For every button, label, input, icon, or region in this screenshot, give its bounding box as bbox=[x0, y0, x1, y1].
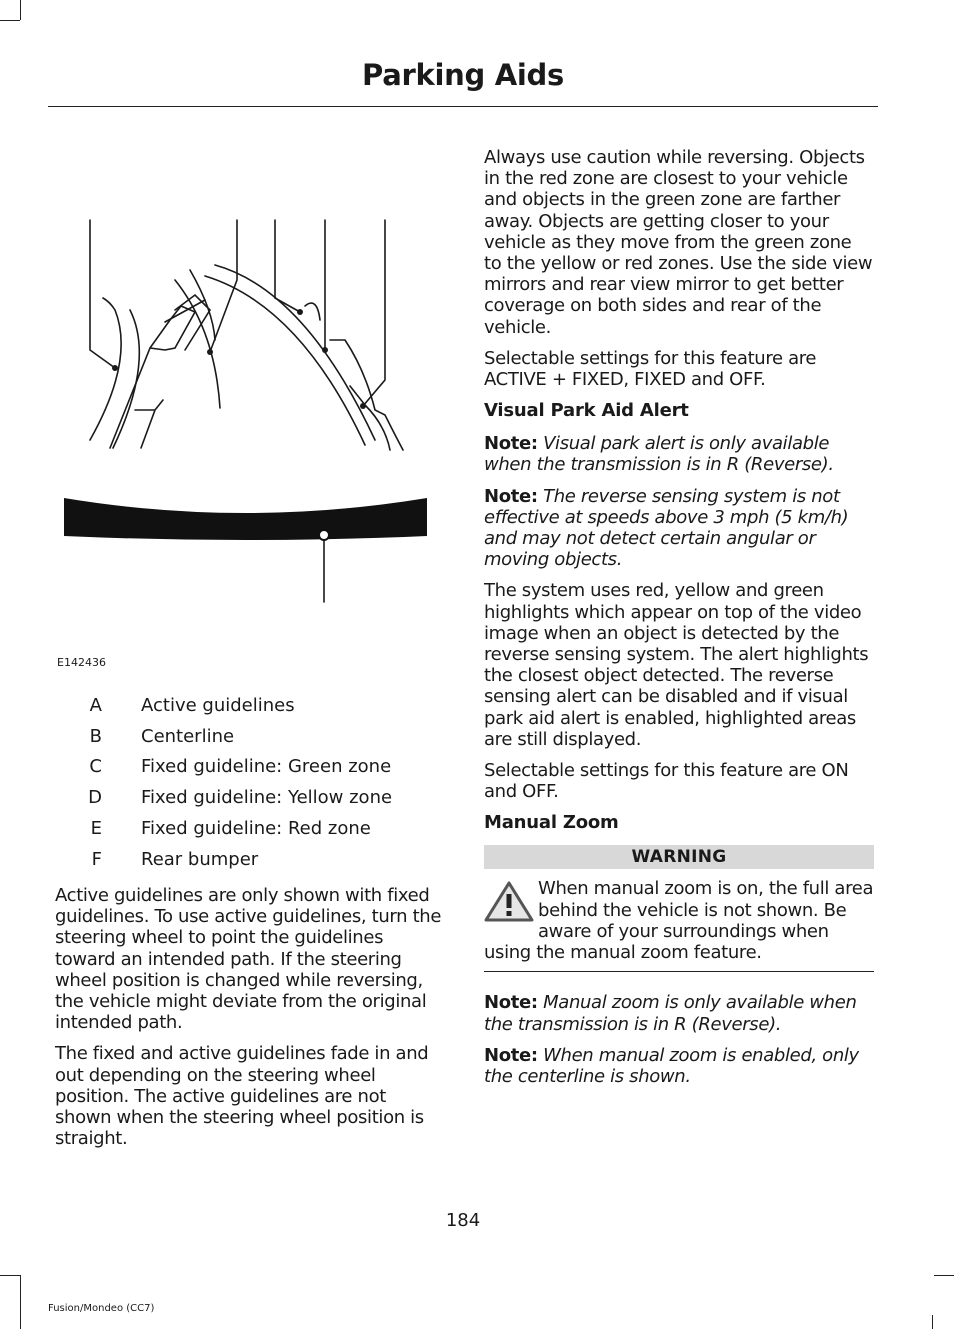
warning-banner: WARNING bbox=[484, 845, 874, 869]
legend-key: A bbox=[89, 694, 102, 716]
parking-guidelines-diagram bbox=[55, 210, 445, 610]
paragraph: Always use caution while reversing. Objects in the red zone are closest to your vehicle and objects in the green zone are farther away. Objects are getting closer to your vehicle as they move from the green zone to the yellow or red zones. Use the side view mirrors and rear view mirror to get better coverage on both sides and rear of the vehicle. bbox=[484, 147, 873, 338]
leader-line-c bbox=[275, 220, 300, 312]
warning-block bbox=[484, 878, 874, 963]
legend-item bbox=[55, 690, 445, 721]
legend-item bbox=[55, 721, 445, 752]
active-guideline-left-inner bbox=[113, 310, 139, 448]
legend-label: Fixed guideline: Green zone bbox=[141, 756, 392, 778]
callout-dot-b bbox=[207, 349, 213, 355]
title-rule bbox=[48, 106, 878, 107]
note-label: Note: bbox=[484, 485, 538, 507]
diagram-legend bbox=[55, 690, 445, 875]
crop-mark bbox=[20, 1275, 21, 1329]
paragraph: Selectable settings for this feature are ACTIVE + FIXED, FIXED and OFF. bbox=[484, 347, 817, 391]
note bbox=[484, 1045, 874, 1087]
fixed-guideline-left-outer bbox=[135, 400, 163, 448]
legend-item bbox=[55, 782, 445, 813]
legend-key: D bbox=[88, 787, 102, 809]
fixed-guideline-right-marks bbox=[305, 303, 403, 450]
legend-label: Fixed guideline: Yellow zone bbox=[141, 787, 393, 809]
note-label: Note: bbox=[484, 1044, 538, 1066]
callout-dot-a bbox=[112, 365, 118, 371]
legend-label: Rear bumper bbox=[141, 848, 259, 870]
crop-mark bbox=[934, 1275, 954, 1276]
paragraph: Selectable settings for this feature are ON and OFF. bbox=[484, 760, 849, 803]
warning-text: When manual zoom is on, the full area behind the vehicle is not shown. Be aware of your surroundings when using the manual zoom feature. bbox=[484, 878, 874, 964]
crop-mark bbox=[0, 20, 20, 21]
legend-key: C bbox=[89, 756, 102, 778]
callout-dot-d bbox=[322, 347, 328, 353]
section-heading-manual-zoom: Manual Zoom bbox=[484, 812, 619, 834]
note-text: When manual zoom is enabled, only the centerline is shown. bbox=[484, 1044, 859, 1087]
page-number: 184 bbox=[445, 1210, 481, 1231]
note-text: The reverse sensing system is not effective at speeds above 3 mph (5 km/h) and may not detect certain angular or moving objects. bbox=[484, 485, 849, 571]
legend-item bbox=[55, 752, 445, 783]
rear-bumper bbox=[64, 498, 427, 540]
footer-model: Fusion/Mondeo (CC7) bbox=[48, 1303, 155, 1314]
callout-dot-e bbox=[360, 403, 366, 409]
warning-rule bbox=[484, 971, 874, 972]
note-text: Visual park alert is only available when the transmission is in R (Reverse). bbox=[484, 433, 834, 476]
page-title: Parking Aids bbox=[362, 58, 564, 92]
crop-mark bbox=[0, 1275, 20, 1276]
note bbox=[484, 433, 874, 475]
note-text: Manual zoom is only available when the transmission is in R (Reverse). bbox=[484, 992, 857, 1035]
left-column bbox=[55, 885, 445, 1159]
note-label: Note: bbox=[484, 992, 538, 1014]
note-label: Note: bbox=[484, 433, 538, 455]
fixed-guideline-right-marks-2 bbox=[350, 386, 390, 450]
note bbox=[484, 486, 874, 571]
paragraph: Active guidelines are only shown with fixed guidelines. To use active guidelines, turn the steering wheel to point the guidelines toward an intended path. If the steering wheel position is changed while reversing, the vehicle might deviate from the original intended path. bbox=[55, 885, 442, 1034]
leader-line-e bbox=[363, 220, 385, 406]
right-column bbox=[484, 147, 874, 1097]
crop-mark bbox=[20, 0, 21, 20]
section-heading-visual-park-aid: Visual Park Aid Alert bbox=[484, 400, 689, 422]
figure-id: E142436 bbox=[57, 656, 106, 669]
fixed-guideline-left-upper bbox=[165, 295, 210, 350]
leader-line-a bbox=[90, 220, 115, 368]
legend-item bbox=[55, 813, 445, 844]
legend-label: Active guidelines bbox=[141, 694, 295, 716]
legend-key: E bbox=[90, 818, 102, 840]
legend-label: Fixed guideline: Red zone bbox=[141, 818, 371, 840]
note bbox=[484, 992, 874, 1034]
legend-key: F bbox=[91, 848, 102, 870]
legend-item bbox=[55, 844, 445, 875]
callout-dot-f bbox=[319, 530, 329, 540]
callout-dot-c bbox=[297, 309, 303, 315]
crop-mark bbox=[932, 1315, 933, 1329]
paragraph: The fixed and active guidelines fade in and out depending on the steering wheel position. The active guidelines are not shown when the steering wheel position is straight. bbox=[55, 1043, 429, 1150]
legend-key: B bbox=[89, 725, 102, 747]
centerline-inner bbox=[190, 270, 215, 340]
warning-triangle-icon bbox=[484, 880, 534, 922]
paragraph: The system uses red, yellow and green highlights which appear on top of the video image when an object is detected by the reverse sensing system. The alert highlights the closest object detected. The reverse sensing alert can be disabled and if visual park aid alert is enabled, highlighted areas are still displayed. bbox=[484, 580, 869, 750]
legend-label: Centerline bbox=[141, 725, 235, 747]
